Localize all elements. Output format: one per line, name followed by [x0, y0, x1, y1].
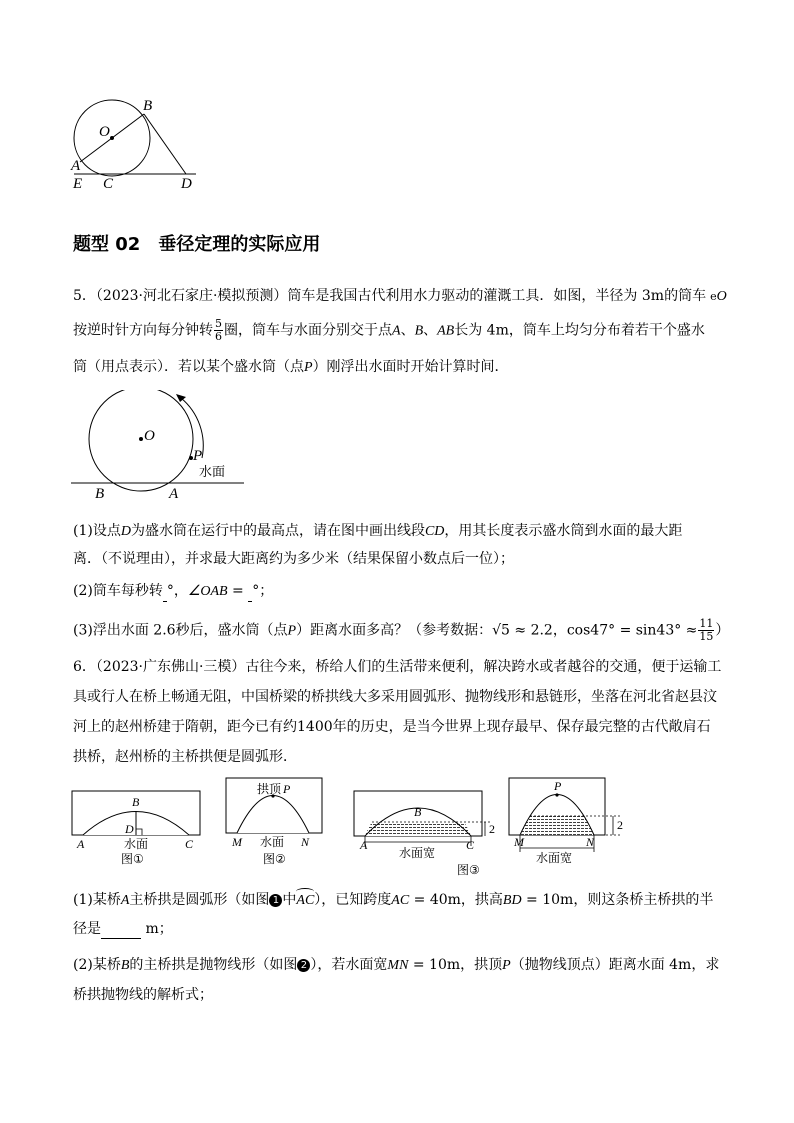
q5-text-2a: 按逆时针方向每分钟转 — [73, 322, 213, 339]
q6-sub1-line-1: (1)某桥A主桥拱是圆弧形（如图 1 中AC），已知跨度AC = 40m，拱高BD = 10m，则这条桥主桥拱的半 — [73, 890, 713, 911]
label-p: P — [283, 782, 291, 796]
q5-line-2: 按逆时针方向每分钟转 $\frac{5}{6}$ 圈，筒车与水面分别交于点A、B、AB长为 4m，筒车上均匀分布着若干个盛水 — [73, 317, 705, 343]
sqrt-reference: √5 ≈ 2.2 — [492, 622, 553, 639]
label-water: 水面 — [260, 835, 285, 849]
q6-line-3: 河上的赵州桥建于隋朝，距今已有约1400年的历史，是当今世界上现存最早、保存最完整的古代敞肩石 — [73, 719, 711, 735]
water-wheel-figure — [66, 390, 246, 504]
label-water: 水面 — [199, 465, 226, 480]
fraction-five-sixths: $\frac{5}{6}$ — [215, 317, 222, 343]
label-e: E — [73, 176, 83, 192]
q6-sub2-line-1: (2)某桥B的主桥拱是抛物线形（如图 2 ），若水面宽MN = 10m，拱顶P（抛物线顶点）距离水面 4m，求 — [73, 957, 720, 973]
point-a: A — [392, 323, 401, 339]
bridge-figure-2 — [222, 776, 332, 850]
q5-sub3: (3)浮出水面 2.6秒后，盛水筒（点P）距离水面多高？（参考数据：√5 ≈ 2.2，cos47° = sin43° ≈ $\frac{11}{15}$ ） — [73, 617, 730, 643]
q5-text-2c: 长为 4m，筒车上均匀分布着若干个盛水 — [454, 322, 705, 339]
label-a: A — [77, 837, 85, 851]
circle-letter: O — [716, 289, 727, 304]
section-heading — [73, 230, 320, 256]
label-water-width: 水面宽 — [536, 851, 573, 865]
section-number: 题型 02 — [73, 234, 141, 255]
q5-text-2b: 圈，筒车与水面分别交于点 — [224, 322, 392, 339]
q5-sub1-line-1: (1)设点D为盛水筒在运行中的最高点，请在图中画出线段CD，用其长度表示盛水筒到水面的最大距 — [73, 523, 683, 539]
section-title: 垂径定理的实际应用 — [158, 234, 321, 255]
wheel-center-dot — [139, 437, 143, 441]
q5-line-3 — [73, 357, 509, 378]
fraction-eleven-fifteenths: $\frac{11}{15}$ — [699, 617, 714, 643]
point-p: P — [304, 360, 313, 375]
label-c: C — [466, 838, 475, 852]
point-d: D — [120, 524, 131, 539]
label-m: M — [232, 835, 242, 849]
q5-sub2: (2)筒车每秒转 °，∠OAB = °； — [73, 581, 273, 602]
tangent-bd — [144, 114, 186, 174]
flood-water — [520, 816, 594, 835]
figure-ref-1: 1 — [269, 894, 282, 907]
label-arch-top: 拱顶 — [257, 782, 282, 796]
label-water: 水面 — [124, 837, 149, 851]
bridge-figure-4 — [506, 776, 636, 866]
angle-oab: ∠OAB — [187, 584, 228, 599]
circle-symbol: e — [710, 290, 717, 303]
figure-ref-2: 2 — [297, 959, 310, 972]
label-a: A — [169, 486, 179, 502]
point-b: B — [414, 323, 424, 339]
segment-ab: AB — [437, 323, 455, 339]
label-c: C — [185, 837, 194, 851]
label-m: M — [514, 835, 524, 849]
label-height: 2 — [489, 822, 495, 836]
bridge-figure-1 — [66, 778, 211, 852]
label-d: D — [125, 822, 134, 836]
label-n: N — [586, 835, 595, 849]
label-b: B — [95, 486, 105, 502]
caption-figure-2: 图② — [263, 852, 286, 866]
q6-line-1: 6．（2023·广东佛山·三模）古往今来，桥给人们的生活带来便利，解决跨水或者越谷的交通，便于运输工 — [73, 659, 722, 675]
q6-line-4: 拱桥，赵州桥的主桥拱便是圆弧形． — [73, 749, 297, 765]
q5-line-1 — [73, 286, 727, 307]
label-b: B — [132, 795, 140, 809]
bridge-figure-3 — [350, 778, 500, 860]
q5-text-3a: 筒（用点表示）．若以某个盛水筒（点 — [73, 359, 304, 375]
answer-blank-radius[interactable] — [101, 924, 141, 939]
label-c: C — [103, 176, 114, 192]
caption-figure-3: 图③ — [457, 863, 480, 877]
label-p: P — [554, 779, 562, 793]
label-a: A — [360, 838, 368, 852]
parabolic-arch — [237, 796, 309, 834]
q5-text-3b: ）刚浮出水面时开始计算时间． — [312, 359, 509, 375]
q5-text-1: 5．（2023·河北石家庄·模拟预测）筒车是我国古代利用水力驱动的灌溉工具．如图，半径为 3m的筒车 — [73, 288, 707, 304]
arc-ac: AC — [296, 891, 314, 911]
caption-figure-1: 图① — [121, 852, 144, 866]
label-o: O — [144, 428, 155, 444]
label-b: B — [143, 98, 153, 114]
label-o: O — [99, 124, 110, 140]
cos-reference: cos47° = sin43° ≈ — [566, 622, 698, 639]
label-p: P — [193, 448, 203, 464]
label-height: 2 — [617, 818, 623, 832]
top-geometry-figure — [66, 96, 206, 196]
label-d: D — [181, 176, 192, 192]
label-water-width: 水面宽 — [399, 846, 436, 860]
q5-sub1-line-2: 离．（不说理由），并求最大距离约为多少米（结果保留小数点后一位）； — [73, 551, 514, 567]
label-a: A — [71, 158, 81, 174]
q6-sub1-line-2: 径是 m； — [73, 921, 173, 937]
q6-sub2-line-2: 桥拱抛物线的解析式； — [73, 987, 213, 1003]
q6-line-2: 具或行人在桥上畅通无阻，中国桥梁的桥拱线大多采用圆弧形、抛物线形和悬链形，坐落在河北省赵县汶 — [73, 689, 717, 705]
label-n: N — [301, 835, 310, 849]
label-b: B — [414, 805, 422, 819]
flood-water — [365, 822, 471, 836]
segment-cd: CD — [424, 524, 445, 539]
vertex-p-dot — [555, 793, 558, 796]
center-dot — [110, 136, 114, 140]
